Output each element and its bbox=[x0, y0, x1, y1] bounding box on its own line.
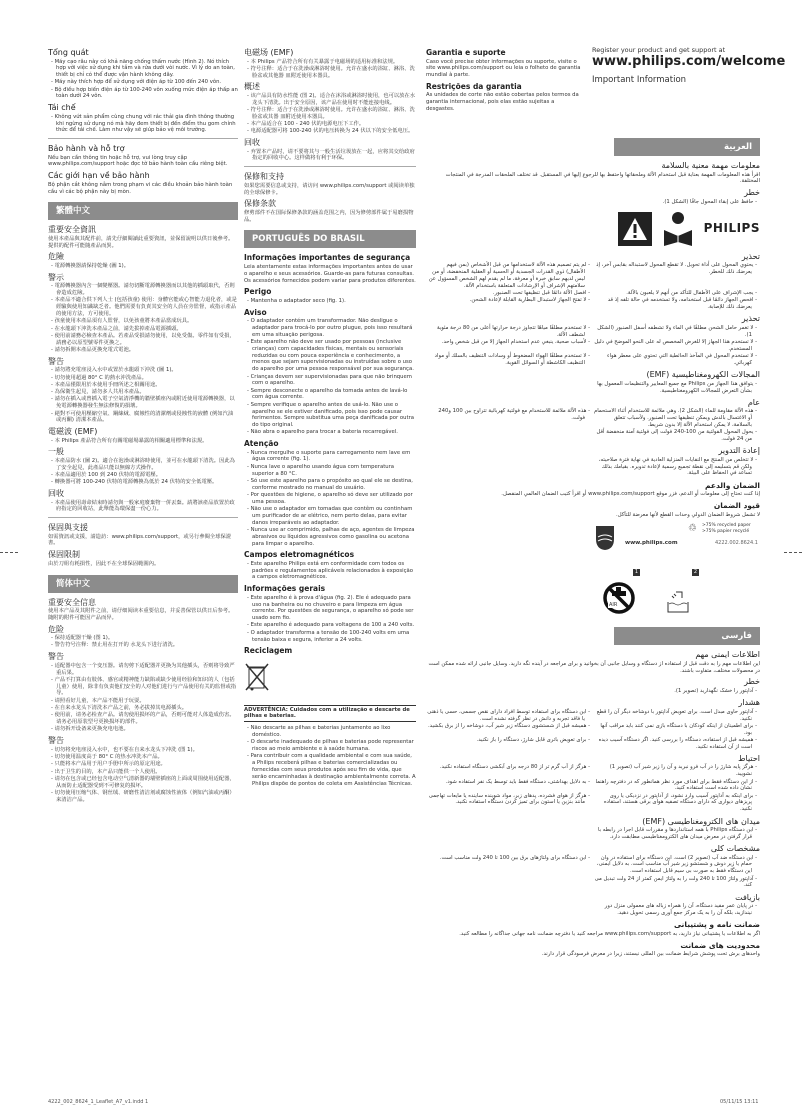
list-item: - برای تعویض باتری قابل شارژ، دستگاه را باز نکنید. bbox=[476, 736, 590, 743]
list-item: - افحص الجهاز دائمًا قبل استخدامه، ولا تستخدمه في حالة تلفه إذ قد يعرضك ذلك للإصابة. bbox=[607, 297, 757, 311]
list-item: - لا تتخلص من المنتج مع النفايات المنزلية العادية في نهاية فترة صلاحيته، ولكن قم بتسليمه إلى نقطة تجميع رسمية لإعادة تدويره. بقيامك بذلك تساعد في الحفاظ على البيئة. bbox=[598, 456, 757, 477]
paragraph: 如需資訊或支援，請造訪：www.philips.com/support，或另行參閱全球保證書。 bbox=[48, 533, 232, 547]
list-item: - 保持适配器干燥 (图 1)。 bbox=[51, 635, 114, 642]
philips-logo: PHILIPS bbox=[703, 221, 760, 236]
list-item: - Máy cạo râu này có khả năng chống thấm nước (Hình 2). Nó thích hợp với việc sử dụng khi tắm và rửa dưới vòi nước. Vì lý do an toàn, thiết bị chỉ có thể được vận hành không dây. bbox=[51, 58, 235, 79]
list-item: - Não descarte as pilhas e baterias juntamente ao lixo doméstico. bbox=[247, 725, 391, 738]
section-heading: 警告 bbox=[48, 652, 64, 662]
list-item: - همیشه قبل از شستشوی دستگاه زیر شیر آب، دوشاخه را از برق بکشید. bbox=[428, 722, 590, 729]
list-item: - 请勿拆开设备来更换充电电池。 bbox=[51, 726, 129, 733]
section-heading: 重要安全資訊 bbox=[48, 225, 96, 235]
list-item: - Este aparelho não deve ser usado por pessoas (inclusive crianças) com capacidades físicas, mentais ou sensoriais reduzidas ou com pouca experiência e conhecimento, a menos que sejam supervisionadas ou instruídas sobre o uso do aparelho por uma pessoa responsável por sua segurança. bbox=[247, 339, 414, 373]
list-item: - يحول المحول الفولتية من 100-240 فولت إلى فولتية آمنة منخفضة أقل من 24 فولت. bbox=[596, 429, 757, 443]
list-item: - Nunca lave o aparelho usando água com temperatura superior a 80 °C. bbox=[247, 463, 395, 477]
language-header-bar: العربية bbox=[614, 138, 760, 156]
philips-shield-icon bbox=[595, 525, 615, 551]
list-item: - Sempre desconecte o aparelho da tomada antes de lavá-lo com água corrente. bbox=[247, 387, 408, 401]
list-item: - 請勿在插入或曾插入電子空氣清淨機的牆壁插座內或附近使用電源轉換器，以免電源轉換器發生無法修復的損壞。 bbox=[51, 396, 235, 410]
list-item: - 電源轉換器內含一個變壓器。請勿切斷電源轉換器而以其他的插頭取代，否則會造成危險。 bbox=[51, 283, 235, 297]
read-manual-icon bbox=[660, 210, 696, 248]
section-heading: Restrições da garantia bbox=[426, 81, 522, 91]
section-heading: 警告 bbox=[48, 736, 64, 746]
list-item: - Nunca use ar comprimido, palhas de aço, agentes de limpeza abrasivos ou líquidos agressivos como gasolina ou acetona para limpar o aparelho. bbox=[247, 526, 415, 547]
paragraph: 修剪部件不在国际保修条款的涵盖范围之内，因为修剪部件属于易磨损物品。 bbox=[244, 209, 414, 223]
list-item: - 轉換器可將 100-240 伏特的電源轉換為低於 24 伏特的安全低電壓。 bbox=[51, 479, 218, 486]
right-region bbox=[426, 138, 760, 959]
paragraph: As unidades de corte não estão cobertas pelos termos da garantia internacional, pois elas estão sujeitas a desgastes. bbox=[426, 92, 579, 112]
arabic-section bbox=[426, 138, 760, 519]
paragraph: اگر به اطلاعات یا پشتیبانی نیاز دارید، به www.philips.com/support مراجعه کنید یا دفترچه ضمانت نامه جهانی جداگانه را مطالعه کنید. bbox=[459, 930, 760, 937]
list-item: - 電源轉換器請保持乾燥 (圖 1)。 bbox=[51, 262, 130, 269]
section-heading: تحذير bbox=[741, 251, 760, 261]
list-item: - 本 Philips 產品符合所有有關電磁場暴露的相關適用標準和法規。 bbox=[51, 437, 208, 444]
shower-bath-icon bbox=[666, 590, 690, 614]
list-item: - 适配器中包含一个变压器。请勿剪下适配器并更换为其他插头，否则将导致严重后果。 bbox=[51, 662, 235, 676]
list-item: - این دستگاه ضد آب (تصویر 2) است. این دستگاه برای استفاده در وان حمام یا زیر دوش و شستشو زیر شیر آب مناسب است. به دلایل ایمنی، این دستگاه فقط به صورت بی سیم قابل استفاده است. bbox=[596, 854, 757, 875]
language-header-bar: فارسی bbox=[614, 627, 760, 645]
warranty-section bbox=[48, 138, 238, 168]
section-heading: Informações gerais bbox=[244, 584, 326, 594]
list-item: - لا تستخدم مطلقًا الهواء المضغوط أو وسادات التنظيف بالسلك أو مواد التنظيف الكاشطة أو السوائل القوية. bbox=[434, 353, 590, 366]
section-heading: إعادة التدوير bbox=[718, 446, 760, 456]
section-heading: Tái chế bbox=[48, 103, 76, 113]
list-item: - هرگز از آب گرم تر از 80 درجه برای آبکشی دستگاه استفاده نکنید. bbox=[439, 764, 590, 771]
list-item: - حافظ على إبقاء المحول جافًا (الشكل 1). bbox=[662, 198, 757, 205]
list-item: - 請勿拆開本產品更換充電式電池。 bbox=[51, 346, 135, 353]
section-heading: Reciclagem bbox=[244, 646, 293, 656]
list-item: - آداپتور ولتاژ 100 تا 240 ولت را به ولتاژ ایمن کمتر از 24 ولت تبدیل می کند. bbox=[594, 875, 757, 889]
section-heading: 保修条款 bbox=[244, 199, 276, 209]
list-item: - از این دستگاه فقط برای اهداف مورد نظر همانطور که در دفترچه راهنما نشان داده شده است استفاده کنید. bbox=[595, 778, 757, 792]
section-heading: 電磁波 (EMF) bbox=[48, 427, 98, 437]
list-item: - Não use o adaptador em tomadas que contêm ou continham um purificador de ar elétrico, nem perto delas, para evitar danos irreparáveis ao adaptador. bbox=[247, 506, 413, 526]
list-item: - O adaptador transforma a tensão de 100-240 volts em uma tensão baixa e segura, inferior a 24 volts. bbox=[247, 629, 410, 643]
battery-warning-heading: ADVERTÊNCIA: Cuidados com a utilização e descarte de pilhas e baterias. bbox=[244, 705, 416, 723]
list-item: - O descarte inadequado de pilhas e baterias pode representar riscos ao meio ambiente e à saúde humana. bbox=[247, 739, 414, 753]
section-heading: خطر bbox=[744, 677, 760, 687]
section-heading: Bảo hành và hỗ trợ bbox=[48, 144, 125, 154]
section-heading: Tổng quát bbox=[48, 48, 89, 57]
section-heading: Campos eletromagnéticos bbox=[244, 550, 355, 560]
list-item: - 為保衛生起見，請勿多人共用本產品。 bbox=[51, 389, 145, 396]
paragraph: این اطلاعات مهم را به دقت قبل از استفاده از دستگاه و وسایل جانبی آن بخوانید و برای مراجعه در آینده نگه دارید. وسایل جانبی ارائه شده ممکن است در محصولات مختلف، متفاوت باشند. bbox=[428, 660, 760, 674]
column-1 bbox=[48, 45, 238, 804]
list-item: - 切勿使用压缩气体、钢丝绒、研磨性清洁剂或腐蚀性液体（例如汽油或丙酮）来清洁产品。 bbox=[51, 790, 235, 803]
list-item: - يتوافق هذا الجهاز من Philips مع جميع المعايير والتنظيمات المعمول بها بشأن التعرض للمجالات الكهرومغناطيسية. bbox=[597, 380, 757, 394]
list-item: - 在自来水龙头下清洗本产品之前，务必拔掉其电源插头。 bbox=[51, 705, 188, 712]
section-heading: تحذير bbox=[741, 314, 760, 324]
section-heading: 回收 bbox=[244, 138, 260, 148]
list-item: - 请勿在包含或已经包含电动空气清新器的墙壁插座的上面或周围使用适配器，从而防止适配器受到不可修复的损坏。 bbox=[51, 775, 235, 789]
paragraph: 由於刀組有耗損性，因此不在全球保固範圍內。 bbox=[48, 560, 160, 567]
list-item: - این دستگاه برای ولتاژهای برق بین 100 تا 240 ولت مناسب است. bbox=[439, 854, 590, 861]
section-heading: 重要安全信息 bbox=[48, 597, 96, 607]
column-3 bbox=[426, 45, 582, 114]
section-heading: اطلاعات ایمنی مهم bbox=[695, 650, 760, 660]
list-item: - Không vứt sản phẩm cùng chung với rác thải gia đình thông thường khi ngừng sử dụng nó mà hãy đem thiết bị đến điểm thu gom chính thức để tái chế. Làm như vậy sẽ giúp bảo vệ môi trường. bbox=[51, 113, 236, 134]
list-item: - 絕對不可使用壓縮空氣、鋼絲絨、腐蝕性的清潔劑或侵蝕性的液體 (例如汽油或丙酮) 清潔本產品。 bbox=[51, 410, 234, 424]
paragraph: Bộ phận cắt không nằm trong phạm vi các điều khoản bảo hành toàn cầu vì các bộ phận này bị mòn. bbox=[48, 181, 233, 195]
section-heading: 概述 bbox=[244, 82, 260, 92]
section-heading: بازیافت bbox=[735, 892, 760, 902]
section-heading: قيود الضمان bbox=[713, 501, 760, 511]
list-item: - 切勿使用超過 80° C 的熱水沖洗產品。 bbox=[51, 374, 147, 381]
warranty-section bbox=[48, 517, 238, 547]
list-item: - 本產品不適合供下列人士 (包括孩童) 使用：身體官能或心智能力退化者，或是經驗與使用知識缺乏者。他們需要有負責其安全的人員在旁監督，或指示產品的使用方法，方可使用。 bbox=[51, 297, 237, 317]
figure-1-number: 1 bbox=[634, 569, 639, 576]
section-heading: محدودیت های ضمانت bbox=[680, 940, 760, 950]
section-heading: 保固與支援 bbox=[48, 523, 88, 533]
list-item: - Este aparelho é à prova d'água (fig. 2). Ele é adequado para uso na banheira ou no chuveiro e para limpeza em água corrente. Por questões de segurança, o aparelho só pode ser usado sem fio. bbox=[247, 594, 414, 622]
crop-mark bbox=[0, 552, 18, 566]
list-item: - لم يتم تصميم هذه الآلة لاستخدامها من قبل الأشخاص (بمن فيهم الأطفال) ذوي القدرات الجسدية أو الحسية أو العقلية المنخفضة، أو من ليس لديهم سابق خبرة أو معرفة، ما لم يقدم لهم الشخص المسؤول عن سلامتهم الإشراف أو الإرشادات المتعلقة باستخدام الآلة. bbox=[428, 262, 590, 289]
list-item: - Sempre verifique o aparelho antes de usá-lo. Não use o aparelho se ele estiver danificado, pois isso pode causar ferimentos. Sempre substitua uma peça danificada por outra do tipo original. bbox=[247, 401, 414, 429]
list-item: - برای اینکه به آداپتور آسیب وارد نشود، از آداپتور در نزدیکی یا روی پریزهای دیواری که دارای دستگاه تصفیه هوای برقی هستند، استفاده نکنید. bbox=[603, 792, 757, 813]
figure-2-number: 2 bbox=[693, 569, 698, 576]
recycled-line-2: >75% papier recyclé bbox=[702, 528, 750, 534]
crop-mark bbox=[784, 552, 802, 566]
recycled-line-1: >75% recycled paper bbox=[702, 523, 751, 529]
section-heading: Garantia e suporte bbox=[426, 48, 506, 57]
language-header-bar: 繁體中文 bbox=[48, 202, 238, 220]
paragraph: Caso você precise obter informações ou suporte, visite o site www.philips.com/support ou leia o folheto de garantia mundial à parte. bbox=[426, 58, 581, 79]
list-item: - 符号注释：适合于在洗澡或淋浴时使用。允许在盛水的浴缸、淋浴、洗脸盆或其他器 皿附近使用本器具。 bbox=[247, 65, 415, 79]
list-item: - Este aparelho é adequado para voltagens de 100 a 240 volts. bbox=[247, 622, 415, 629]
paragraph: واحدهای برش تحت پوشش شرایط ضمانت بین المللی نیستند، زیرا در معرض فرسودگی قرار دارند. bbox=[541, 951, 760, 958]
warranty-section bbox=[244, 166, 416, 196]
section-heading: Atenção bbox=[244, 439, 279, 449]
section-heading: 保修和支持 bbox=[244, 172, 284, 182]
list-item: - 在水龍頭下沖洗本產品之前，請先拔掉產品電源插頭。 bbox=[51, 325, 182, 332]
list-item: - 该产品具有防水性能 (图 2)。适合在沐浴或淋浴时使用，也可以放在水龙头下清洗。出于安全原因，该产品在使用时不能连接电线。 bbox=[247, 92, 416, 106]
paragraph: 如果您需要信息或支持，请访问 www.philips.com/support 或阅读单独的全球保修卡。 bbox=[244, 182, 415, 196]
section-heading: 电磁场 (EMF) bbox=[244, 48, 294, 57]
safety-icons-row bbox=[426, 209, 760, 249]
list-item: - هذه الآلة ملائمة للاستخدام مع فولتية كهربائية تتراوح بين 100 و240 فولت. bbox=[438, 408, 590, 422]
list-item: - 本 Philips 产品符合所有有关暴露于电磁场的适用标准和法规。 bbox=[247, 58, 399, 65]
recycle-icon: ♲ bbox=[688, 523, 697, 535]
list-item: - این دستگاه برای استفاده توسط افراد دارای نقص جسمی، حسی یا ذهنی یا فاقد تجربه و دانش در نظر گرفته نشده است. bbox=[427, 708, 590, 722]
air-label: AIR bbox=[609, 602, 618, 609]
column-cover bbox=[592, 46, 792, 86]
document-title: Important Information bbox=[592, 75, 687, 85]
section-heading: Perigo bbox=[244, 287, 272, 297]
welcome-url[interactable]: www.philips.com/welcome bbox=[592, 54, 786, 69]
paragraph: 使用本產品與其配件前，請先仔細閱讀此重要資訊，並保留說明以供日後參考。提供的配件可能隨產品而異。 bbox=[48, 235, 234, 249]
section-heading: عام bbox=[747, 397, 760, 407]
list-item: - 弃置本产品时，请不要将其与一般生活垃圾放在一起，应将其交给政府指定的回收中心。这样做将有利于环保。 bbox=[247, 148, 415, 162]
section-heading: 警告 bbox=[48, 356, 64, 366]
list-item: - لا تفتح الجهاز لاستبدال البطارية القابلة لإعادة الشحن. bbox=[469, 297, 590, 304]
no-tap-water-icon bbox=[602, 581, 636, 615]
list-item: - Não abra o aparelho para trocar a bateria recarregável. bbox=[247, 429, 398, 436]
section-heading: هشدار bbox=[738, 698, 760, 708]
footer-date: 05/11/15 13:11 bbox=[720, 1099, 759, 1105]
list-item: - Nunca mergulhe o suporte para carregamento nem lave em água corrente (fig. 1). bbox=[247, 449, 411, 463]
list-item: - این دستگاه Philips با همه استانداردها و مقررات قابل اجرا در رابطه با قرار گرفتن در معرض میدان های الکترومغناطیسی مطابقت دارد. bbox=[597, 827, 757, 840]
list-item: - 本產品僅限用於本使用手冊所述之相關用途。 bbox=[51, 381, 161, 388]
list-item: - Mantenha o adaptador seco (fig. 1). bbox=[247, 297, 346, 304]
list-item: - برای اطمینان از اینکه کودکان با دستگاه بازی نمی کنند باید مراقب آنها بود. bbox=[600, 722, 757, 736]
paragraph: Leia atentamente estas informações importantes antes de usar o aparelho e seus acessórios. Guarde-as para futuras consultas. Os acessórios fornecidos podem variar para produtos diferentes. bbox=[244, 263, 416, 284]
language-header-bar: PORTUGUÊS DO BRASIL bbox=[244, 230, 416, 248]
weee-bin-icon bbox=[244, 662, 416, 695]
list-item: - 使用前，请务必检查产品。请勿使用损坏的产品，否则可能对人体造成伤害。请务必用原装型号更换损坏的部件。 bbox=[51, 712, 235, 726]
list-item: - در پایان عمر مفید دستگاه، آن را همراه زباله های معمولی منزل دور نیندازید، بلکه آن را به یک مرکز جمع آوری رسمی تحویل دهید. bbox=[604, 903, 757, 916]
list-item: - 本产品适合在 100 - 240 伏的电源电压下工作。 bbox=[247, 121, 365, 128]
list-item: - 本產品使用壽命結束時請勿與一般家庭廢棄物一併丟棄。請將該產品放置於政府指定的回收站，此舉能為環保盡一份心力。 bbox=[51, 499, 235, 513]
paragraph: اقرأ هذه المعلومات المهمة بعناية قبل استخدام الآلة وملحقاتها واحتفظ بها للرجوع إليها في المستقبل. قد تختلف الملحقات المدرجة في المنتجات المختلفة. bbox=[445, 171, 760, 185]
section-heading: خطر bbox=[744, 188, 760, 198]
list-item: - Crianças devem ser supervisionadas para que não brinquem com o aparelho. bbox=[247, 373, 412, 387]
product-code: 4222.002.8624.1 bbox=[715, 540, 758, 547]
list-item: - 切勿将充电座浸入水中，也不要在自来水龙头下冲洗 (图 1)。 bbox=[51, 746, 198, 753]
list-item: - 产品不打算由有肢体、感官或精神能力缺陷或缺少使用经验和知识的人（包括儿童）使用，除非有负责他们安全的人对他们进行与产品使用有关的监督或指导。 bbox=[51, 676, 237, 697]
paragraph: Nếu bạn cần thông tin hoặc hỗ trợ, vui lòng truy cập www.philips.com/support hoặc đọc tờ bảo hành toàn cầu riêng biệt. bbox=[48, 154, 228, 168]
list-item: - هرگز از هوای فشرده، پدهای زبر، مواد شوینده ساینده یا مایعات تهاجمی مانند بنزین یا استون برای تمیز کردن دستگاه استفاده نکنید. bbox=[428, 792, 590, 806]
list-item: - 使用前請務必檢查本產品。若產品受損請勿使用，以免受傷。零件如有受損，請務必以原型號零件更換之。 bbox=[51, 332, 235, 346]
section-heading: Informações importantes de segurança bbox=[244, 253, 411, 263]
list-item: - Só use este aparelho para o propósito ao qual ele se destina, conforme mostrado no manual do usuário. bbox=[247, 477, 413, 491]
list-item: - يجب الإشراف على الأطفال للتأكد من أنهم لا يلعبون بالآلة. bbox=[626, 290, 757, 297]
list-item: - Para contribuir com a qualidade ambiental e com sua saúde, a Philips receberá pilhas e baterias comercializadas ou fornecidas com seus produtos após seu fim de vida, que serão encaminhadas à destinação ambientalmente correta. A Philips dispõe de pontos de coleta em Assistências Técnicas. bbox=[247, 753, 416, 787]
paragraph: 使用本产品及其附件之前，请仔细阅读本重要信息，并妥善保管以供日后参考。随附的附件可能因产品而异。 bbox=[48, 608, 234, 621]
section-heading: 危险 bbox=[48, 624, 64, 634]
section-heading: 保固限制 bbox=[48, 550, 80, 560]
list-item: - به دلایل بهداشتی، دستگاه فقط باید توسط یک نفر استفاده شود. bbox=[445, 778, 590, 785]
list-item: - 电源适配器可将 100-240 伏的电压转换为 24 伏以下的安全低电压。 bbox=[247, 128, 414, 135]
section-heading: احتیاط bbox=[738, 753, 760, 763]
list-item: - لا تستخدم هذا الجهاز إلا للغرض المخصص له على النحو الموضح في دليل المستخدم. bbox=[594, 339, 757, 352]
list-item: - O adaptador contém um transformador. Não desligue o adaptador para trocá-lo por outro plugue, pois isso resultará em uma situação perigosa. bbox=[247, 318, 413, 338]
section-heading: ضمانت نامه و پشتیبانی bbox=[673, 920, 760, 930]
list-item: - Máy này thích hợp để sử dụng với điện áp từ 100 đến 240 vôn. bbox=[51, 79, 222, 86]
section-heading: 警示 bbox=[48, 272, 64, 282]
list-item: - افصل الآلة دائمًا قبل تنظيفها تحت الصنبور. bbox=[492, 290, 590, 297]
recycled-paper-text bbox=[702, 523, 751, 534]
farsi-section bbox=[426, 627, 760, 959]
section-heading: معلومات مهمة معنية بالسلامة bbox=[661, 161, 760, 170]
list-item: - 本產品防水 (圖 2)。適合在泡澡或淋浴時使用，並可在水龍頭下清洗。因此為了安全起見，此產品只能以無線方式操作。 bbox=[51, 457, 235, 471]
section-heading: المجالات الكهرومغناطيسية (EMF) bbox=[646, 370, 760, 380]
section-heading: الضمان والدعم bbox=[704, 480, 760, 490]
section-heading: مشخصات کلی bbox=[710, 844, 760, 854]
section-heading: Các giới hạn về bảo hành bbox=[48, 171, 150, 181]
column-2 bbox=[244, 45, 416, 788]
list-item: - Bộ điều hợp biến điện áp từ 100-240 vôn xuống mức điện áp thấp an toàn dưới 24 vôn. bbox=[51, 86, 238, 100]
list-item: - 请照看好儿童，本产品不能用于玩耍。 bbox=[51, 697, 145, 704]
list-item: - 只能将本产品用于用户手册中所示的原定用途。 bbox=[51, 761, 166, 768]
list-item: - 請勿將充電座浸入水中或置於水龍頭下沖洗 (圖 1)。 bbox=[51, 367, 177, 374]
register-text: Register your product and get support at bbox=[592, 46, 726, 54]
section-heading: Aviso bbox=[244, 307, 267, 317]
list-item: - Por questões de higiene, o aparelho só deve ser utilizado por uma pessoa. bbox=[247, 491, 413, 505]
section-heading: میدان های الکترومغناطیسی (EMF) bbox=[642, 816, 760, 826]
list-item: - 本產品適用於 100 到 240 伏特的電源電壓。 bbox=[51, 471, 162, 478]
list-item: - همیشه قبل از استفاده، دستگاه را بررسی کنید. اگر دستگاه آسیب دیده است از آن استفاده نکنید. bbox=[598, 736, 757, 750]
list-item: - 出于卫生的目的，本产品只能供一个人使用。 bbox=[51, 768, 161, 775]
list-item: - هذه الآلة مقاومة للماء (الشكل 2). وهي ملائمة للاستخدام أثناء الاستحمام أو الاغتسال بالدش ويمكن تنظيفها تحت الصنبور. ولأسباب تتعلق بالسلامة، لا يمكن استخدام الآلة إلا بدون شريط. bbox=[593, 408, 757, 428]
footer-filename: 4222_002_8624_1_Leaflet_A7_v1.indd 1 bbox=[48, 1099, 149, 1105]
section-heading: 一般 bbox=[48, 447, 64, 457]
back-cover-block bbox=[426, 519, 760, 627]
list-item: - هرگز پایه شارژ را در آب فرو نبرید و آن را زیر شیر آب (تصویر 1) نشویید. bbox=[609, 764, 757, 778]
list-item: - لأسباب صحية، ينبغي عدم استخدام الجهاز إلا من قبل شخص واحد. bbox=[441, 339, 590, 346]
list-item: - لا تغمر حامل الشحن مطلقًا في الماء ولا تشطفه أسفل الصنبور (الشكل 1). bbox=[597, 324, 757, 338]
list-item: - آداپتور را خشک نگهدارید (تصویر 1). bbox=[674, 687, 757, 694]
list-item: - 符号注释：适合于在洗澡或淋浴时使用。允许在盛水的浴缸、淋浴、洗脸盆或其器 皿附近使用本器具。 bbox=[247, 106, 415, 120]
list-item: - 孩童使用本產品須有人監督，以免孩童將本產品當成玩具。 bbox=[51, 318, 193, 325]
paragraph: إذا كنت تحتاج إلى معلومات أو الدعم، فزر موقع www.philips.com/support أو اقرأ كتيب الضمان العالمي المنفصل. bbox=[501, 491, 760, 498]
list-item: - Este aparelho Philips está em conformidade com todos os padrões e regulamentos aplicáveis relacionados à exposição a campos eletromagnéticos. bbox=[247, 560, 414, 581]
list-item: - لا تستخدم المحول في المآخذ الحائطية التي تحتوي على معطر هواء كهربائي. bbox=[607, 353, 757, 366]
language-header-bar: 简体中文 bbox=[48, 575, 238, 593]
list-item: - 切勿使用温度高于 80° C 的热水冲洗本产品。 bbox=[51, 754, 163, 761]
website-text: www.philips.com bbox=[625, 540, 678, 547]
list-item: - لا تستخدم مطلقًا مياهًا تتجاوز درجة حرارتها أعلى من 80 درجة مئوية لشطف الآلة. bbox=[436, 324, 590, 338]
section-heading: 回收 bbox=[48, 489, 64, 499]
list-item: - 警告符号注释：禁止用在打开的 水龙头下进行清洗。 bbox=[51, 642, 179, 649]
paragraph: لا تشمل شروط الضمان الدولي وحدات القطع لأنها معرضة للتآكل. bbox=[616, 511, 760, 518]
list-item: - يحتوي المحول على أداة تحويل. لا تقطع المحول لاستبداله بقابس آخر، إذ يعرضك ذلك للخطر. bbox=[596, 262, 757, 276]
section-heading: 危險 bbox=[48, 252, 64, 262]
warning-icon bbox=[618, 212, 652, 246]
list-item: - آداپتور حاوی مبدل است. برای تعویض آداپتور با دوشاخه دیگر آن را قطع نکنید. bbox=[596, 708, 757, 722]
